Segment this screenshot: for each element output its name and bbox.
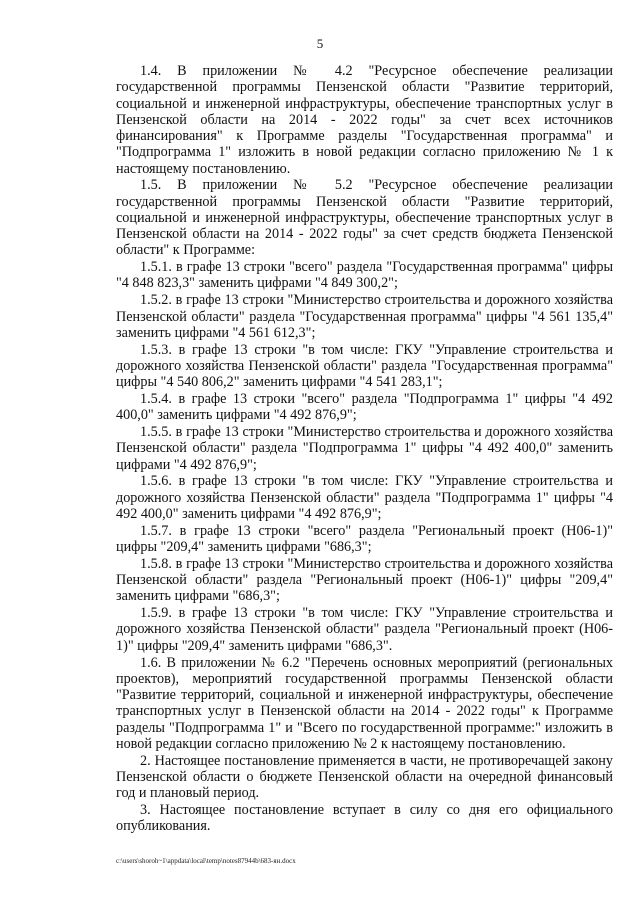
paragraph-1-4: 1.4. В приложении № 4.2 "Ресурсное обеспечение реализации государственной программы Пензенской области "Развитие территорий, социальной и инженерной инфраструктуры, обеспечение транспортных услуг в Пензенской области на 2014 - 2022 годы" за счет всех источников финансирования" к Программе разделы "Государственная программа" и "Подпрограмма 1" изложить в новой редакции согласно приложению № 1 к настоящему постановлению. <box>116 63 613 177</box>
paragraph-1-5-4: 1.5.4. в графе 13 строки "всего" раздела "Подпрограмма 1" цифры "4 492 400,0" заменить цифрами "4 492 876,9"; <box>116 390 613 424</box>
paragraph-1-5-2: 1.5.2. в графе 13 строки "Министерство строительства и дорожного хозяйства Пензенской области" раздела "Государственная программа" цифры "4 561 135,4" заменить цифрами "4 561 612,3"; <box>116 292 613 341</box>
footer-file-path: c:\users\shoroh~1\appdata\local\temp\notes87944b\683-ян.docx <box>116 857 296 865</box>
paragraph-2: 2. Настоящее постановление применяется в части, не противоречащей закону Пензенской области о бюджете Пензенской области на очередной финансовый год и плановый период. <box>116 752 613 802</box>
paragraph-1-5-8: 1.5.8. в графе 13 строки "Министерство строительства и дорожного хозяйства Пензенской области" раздела "Региональный проект (Н06-1)" цифры "209,4" заменить цифрами "686,3"; <box>116 555 613 605</box>
paragraph-1-5-9: 1.5.9. в графе 13 строки "в том числе: ГКУ "Управление строительства и дорожного хозяйства Пензенской области" раздела "Региональный проект (Н06-1)" цифры "209,4" заменить цифрами "686,3". <box>116 605 613 654</box>
paragraph-1-5-3: 1.5.3. в графе 13 строки "в том числе: ГКУ "Управление строительства и дорожного хозяйства Пензенской области" раздела "Государственная программа" цифры "4 540 806,2" заменить цифрами "4 541 283,1"; <box>116 341 613 391</box>
paragraph-1-5: 1.5. В приложении № 5.2 "Ресурсное обеспечение реализации государственной программы Пензенской области "Развитие территорий, социальной и инженерной инфраструктуры, обеспечение транспортных услуг в Пензенской области на 2014 - 2022 годы" за счет средств бюджета Пензенской области" к Программе: <box>116 177 613 259</box>
paragraph-1-5-1: 1.5.1. в графе 13 строки "всего" раздела "Государственная программа" цифры "4 848 823,3" заменить цифрами "4 849 300,2"; <box>116 259 613 292</box>
page-number: 5 <box>316 36 324 51</box>
paragraph-3: 3. Настоящее постановление вступает в силу со дня его официального опубликования. <box>116 801 613 835</box>
document-body <box>116 63 613 835</box>
paragraph-1-5-5: 1.5.5. в графе 13 строки "Министерство строительства и дорожного хозяйства Пензенской области" раздела "Подпрограмма 1" цифры "4 492 400,0" заменить цифрами "4 492 876,9"; <box>116 424 613 473</box>
paragraph-1-5-6: 1.5.6. в графе 13 строки "в том числе: ГКУ "Управление строительства и дорожного хозяйства Пензенской области" раздела "Подпрограмма 1" цифры "4 492 400,0" заменить цифрами "4 492 876,9"; <box>116 473 613 522</box>
paragraph-1-6: 1.6. В приложении № 6.2 "Перечень основных мероприятий (региональных проектов), мероприятий государственной программы Пензенской области "Развитие территорий, социальной и инженерной инфраструктуры, обеспечение транспортных услуг в Пензенской области на 2014 - 2022 годы" к Программе разделы "Подпрограмма 1" и "Всего по государственной программе:" изложить в новой редакции согласно приложению № 2 к настоящему постановлению. <box>116 654 613 752</box>
paragraph-1-5-7: 1.5.7. в графе 13 строки "всего" раздела "Региональный проект (Н06-1)" цифры "209,4" заменить цифрами "686,3"; <box>116 522 613 555</box>
